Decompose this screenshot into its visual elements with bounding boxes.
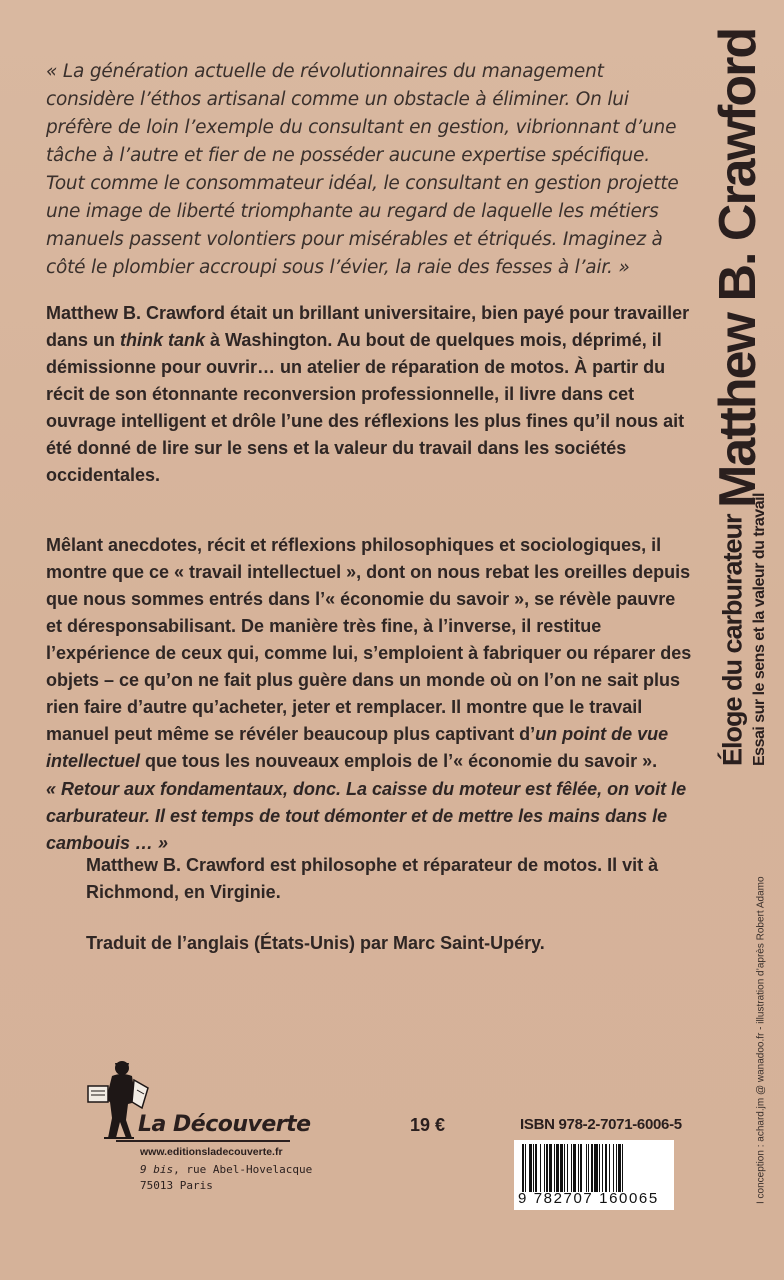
translator-credit: Traduit de l’anglais (États-Unis) par Marc Saint-Upéry. [86, 933, 545, 953]
address-city: 75013 Paris [140, 1179, 213, 1192]
spine-subtitle: Essai sur le sens et la valeur du travail [751, 493, 768, 766]
barcode-bar [623, 1144, 625, 1192]
author-bio: Matthew B. Crawford est philosophe et réparateur de motos. Il vit à Richmond, en Virginie. [86, 855, 659, 902]
publisher-divider [116, 1140, 290, 1142]
closing-quote: « Retour aux fondamentaux, donc. La caisse du moteur est fêlée, on voit le carburateur. Il est temps de tout démonter et de mettre les mains dans le cambouis … » [46, 779, 687, 853]
para1-text-b: à Washington. Au bout de quelques mois, déprimé, il démissionne pour ouvrir… un atelier de réparation de motos. À partir du récit de son étonnante reconversion professionnelle, il livre dans cet ouvrage intelligent et drôle l’une des réflexions les plus fines qu’il nous ait été donné de lire sur le sens et la valeur du travail dans les sociétés occidentales. [46, 330, 685, 485]
isbn: ISBN 978-2-7071-6006-5 [520, 1116, 682, 1133]
barcode [514, 1140, 674, 1210]
para2-text-b: que tous les nouveaux emplois de l’« économie du savoir ». [140, 751, 658, 771]
description-paragraph-1 [46, 300, 696, 489]
address-number: 9 bis [140, 1163, 174, 1176]
barcode-digits: 9 782707 160065 [518, 1190, 659, 1207]
barcode-bars [522, 1144, 668, 1192]
para2-text-a: Mêlant anecdotes, récit et réflexions philosophiques et sociologiques, il montre que ce « travail intellectuel », dont on nous rebat les oreilles depuis que nous sommes entrés dans l’« économie du savoir », se révèle pauvre et déresponsabilisant. De manière très fine, à l’inverse, il restitue l’expérience de ceux qui, comme lui, s’emploient à fabriquer ou réparer des objets – ce qu’on ne fait plus guère dans un monde où on l’on ne sait plus rien faire d’autre qu’acheter, jeter et remplacer. Il montre que le travail manuel peut même se révéler beaucoup plus captivant d’ [46, 535, 692, 744]
publisher-url: www.editionsladecouverte.fr [140, 1146, 283, 1158]
address-street: , rue Abel-Hovelacque [173, 1163, 313, 1176]
price: 19 € [410, 1115, 446, 1135]
design-credit: I conception : achard.jm @ wanadoo.fr - illustration d’après Robert Adamo [755, 876, 767, 1204]
publisher-name: La Découverte [138, 1112, 311, 1137]
para2-italic: un point de vue intellectuel [46, 724, 669, 771]
para1-italic: think tank [120, 330, 206, 350]
opening-quote: « La génération actuelle de révolutionnaires du management considère l’éthos artisanal comme un obstacle à éliminer. On lui préfère de loin l’exemple du consultant en gestion, vibrionnant d’une tâche à l’autre et fier de ne posséder aucune expertise spécifique. Tout comme le consommateur idéal, le consultant en gestion projette une image de liberté triomphante au regard de laquelle les métiers manuels passent volontiers pour misérables et étriqués. Imaginez à côté le plombier accroupi sous l’évier, la raie des fesses à l’air. » [46, 61, 679, 278]
spine-author: Matthew B. Crawford [709, 28, 767, 508]
spine-title: Éloge du carburateur [717, 514, 748, 766]
para1-text-a: Matthew B. Crawford était un brillant universitaire, bien payé pour travailler dans un [46, 303, 690, 350]
description-paragraph-2 [46, 532, 696, 775]
publisher-address [140, 1162, 312, 1194]
